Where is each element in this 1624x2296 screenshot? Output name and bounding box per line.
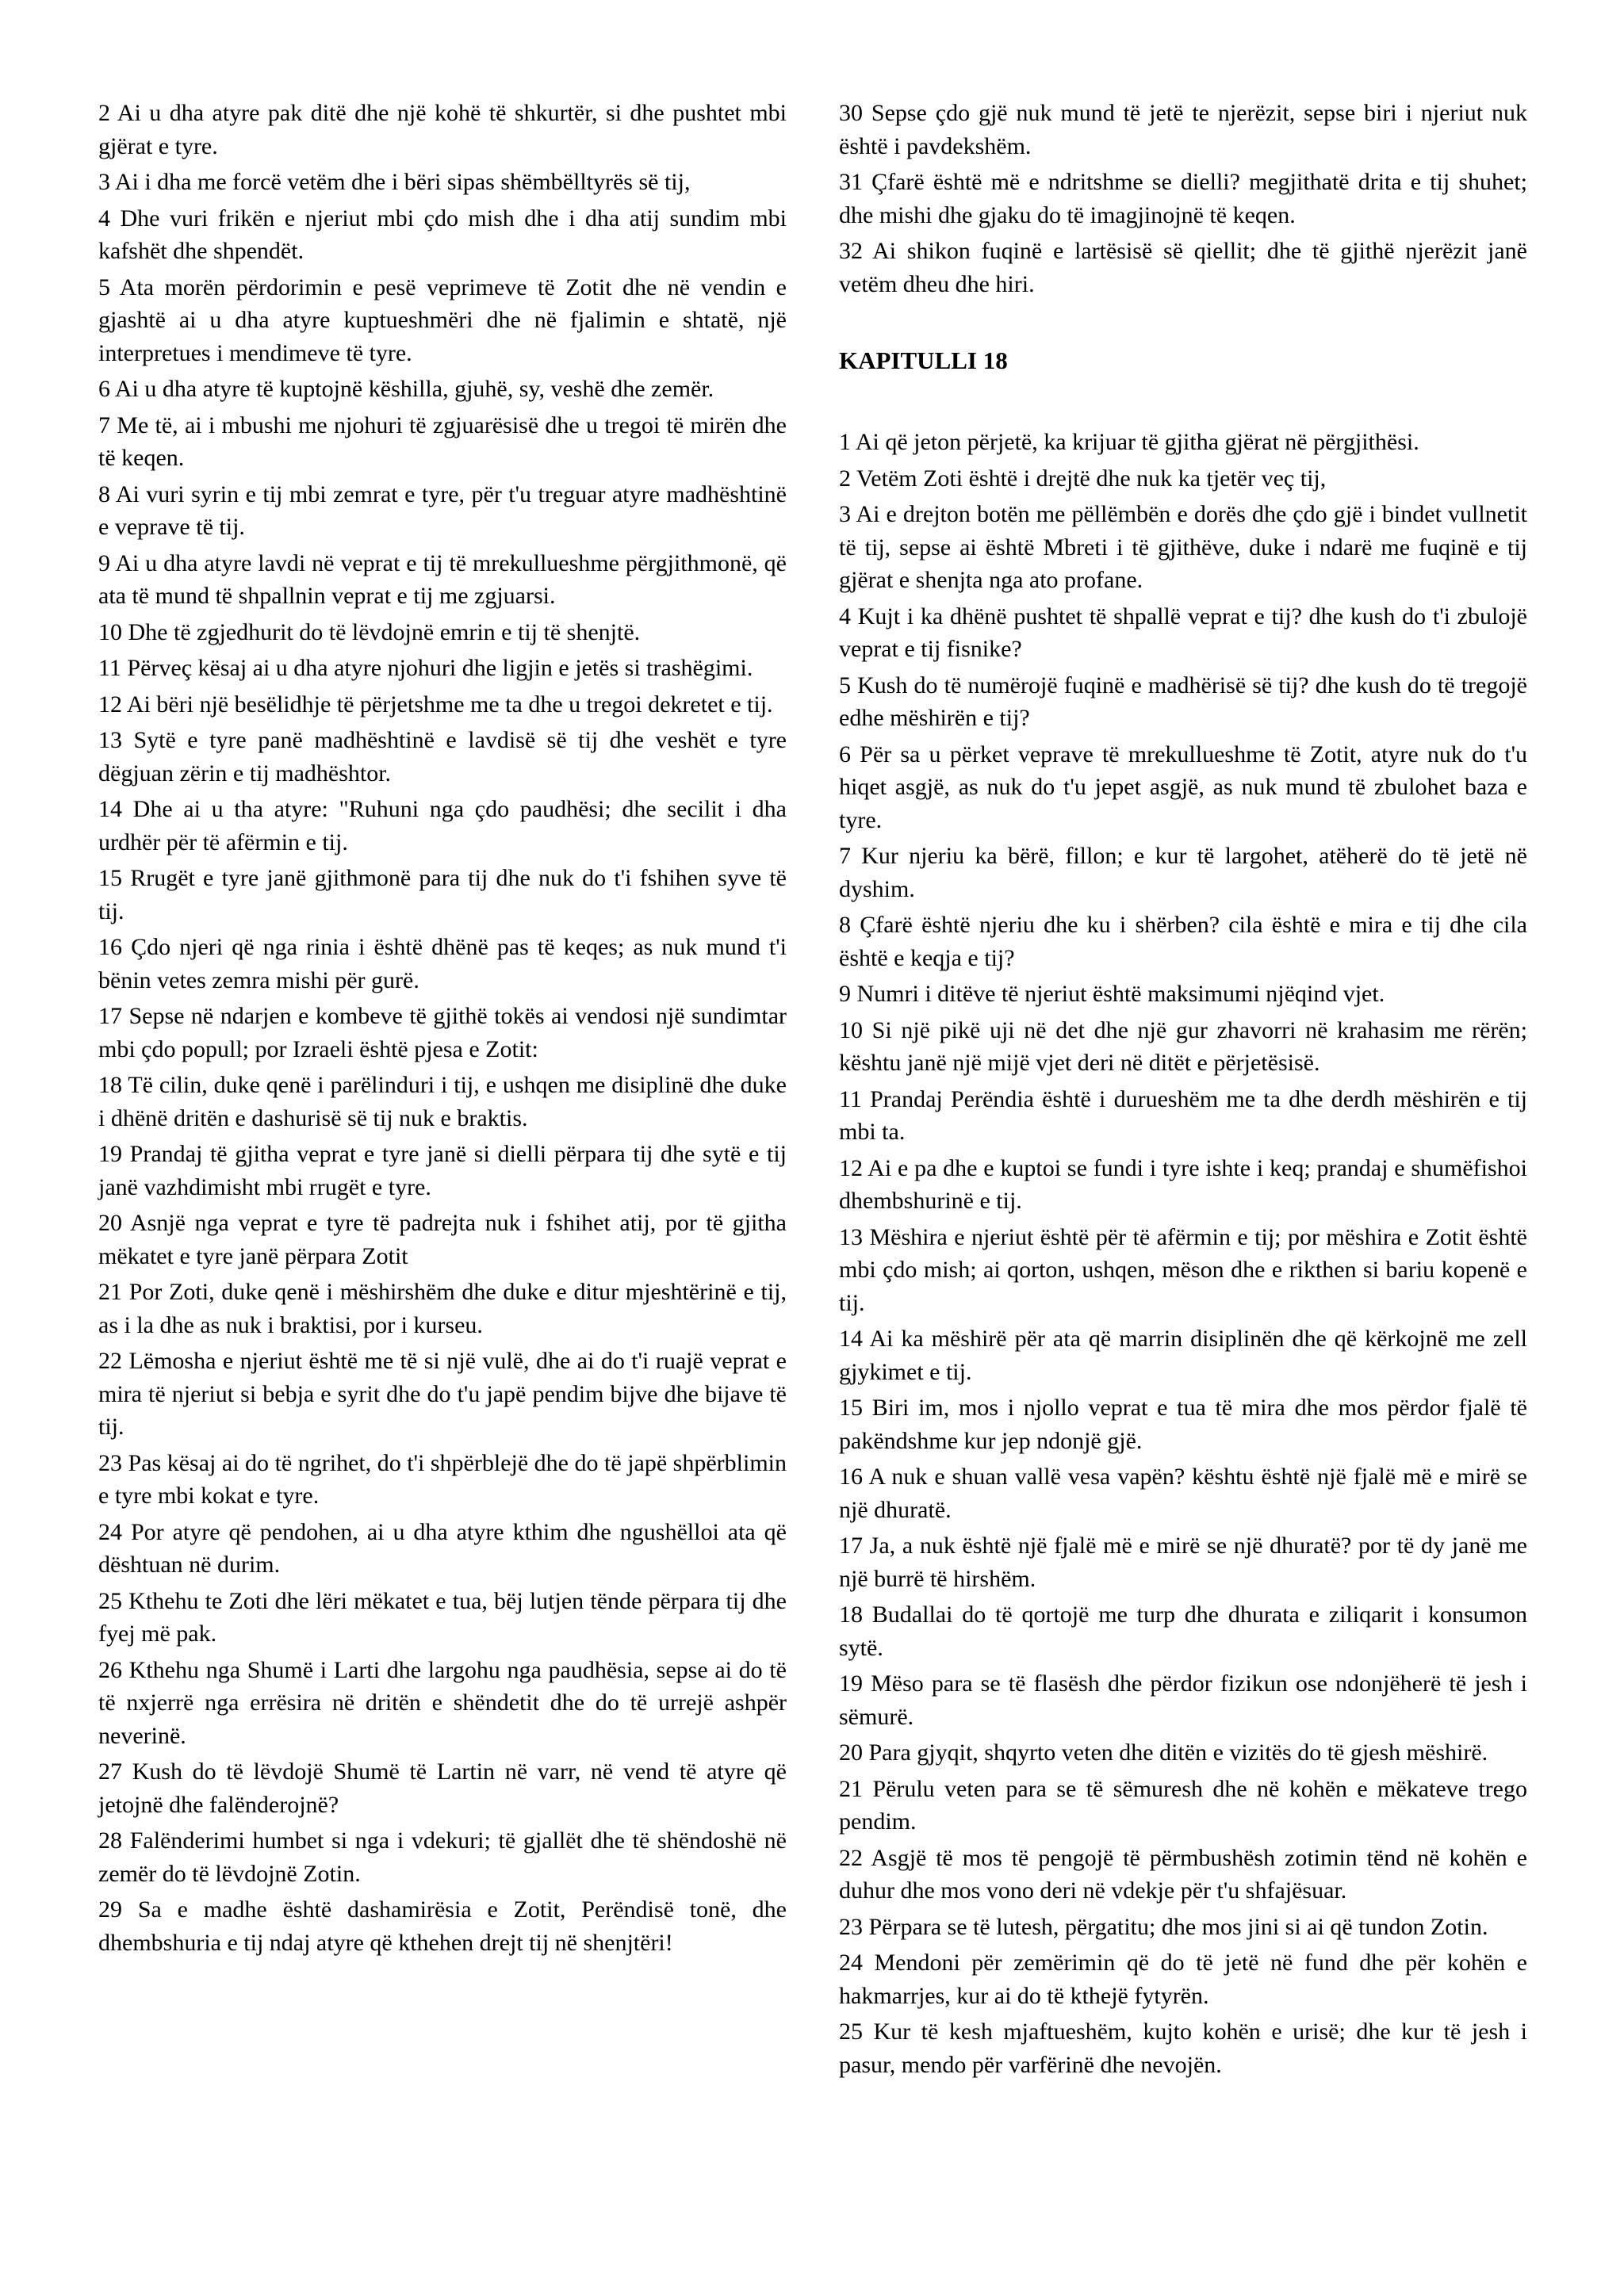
verse: 11 Përveç kësaj ai u dha atyre njohuri dhe ligjin e jetës si trashëgimi. [98,655,753,681]
verse: 3 Ai e drejton botën me pëllëmbën e dorës dhe çdo gjë i bindet vullnetit të tij, sepse ai është Mbreti i të gjithëve, duke i ndarë me fuqinë e tij gjërat e shenjta nga ato profane. [839,501,1527,593]
verse: 5 Kush do të numërojë fuqinë e madhërisë së tij? dhe kush do të tregojë edhe mëshirën e tij? [839,672,1527,731]
verse: 19 Mëso para se të flasësh dhe përdor fizikun ose ndonjëherë të jesh i sëmurë. [839,1670,1527,1730]
verse: 29 Sa e madhe është dashamirësia e Zotit, Perëndisë tonë, dhe dhembshuria e tij ndaj atyre që kthehen drejt tij në shenjtëri! [98,1896,787,1956]
verse: 2 Vetëm Zoti është i drejtë dhe nuk ka tjetër veç tij, [839,465,1327,492]
verse: 14 Ai ka mëshirë për ata që marrin disiplinën dhe që kërkojnë me zell gjykimet e tij. [839,1326,1527,1385]
verse: 6 Ai u dha atyre të kuptojnë këshilla, gjuhë, sy, veshë dhe zemër. [98,376,714,402]
verse: 6 Për sa u përket veprave të mrekullueshme të Zotit, atyre nuk do t'u hiqet asgjë, as nuk do t'u jepet asgjë, as nuk mund të zbulohet baza e tyre. [839,740,1527,833]
verse: 16 A nuk e shuan vallë vesa vapën? kështu është një fjalë më e mirë se një dhuratë. [839,1464,1527,1523]
verse: 24 Por atyre që pendohen, ai u dha atyre kthim dhe ngushëlloi ata që dështuan në durim. [98,1518,787,1578]
verse: 12 Ai e pa dhe e kuptoi se fundi i tyre ishte i keq; prandaj e shumëfishoi dhembshurinë e tij. [839,1154,1527,1214]
left-column [98,97,787,2221]
verse: 24 Mendoni për zemërimin që do të jetë në fund dhe për kohën e hakmarrjes, kur ai do të kthejë fytyrën. [839,1950,1527,2009]
verse: 7 Me të, ai i mbushi me njohuri të zgjuarësisë dhe u tregoi të mirën dhe të keqen. [98,411,787,471]
verse: 22 Lëmosha e njeriut është me të si një vulë, dhe ai do t'i ruajë veprat e mira të njeriut si bebja e syrit dhe do t'u japë pendim bijve dhe bijave të tij. [98,1348,787,1440]
chapter-17-ending [839,97,1527,300]
verse: 5 Ata morën përdorimin e pesë veprimeve të Zotit dhe në vendin e gjashtë ai u dha atyre kuptueshmëri dhe në fjalimin e shtatë, një interpretues i mendimeve të tyre. [98,274,787,366]
verse: 1 Ai që jeton përjetë, ka krijuar të gjitha gjërat në përgjithësi. [839,429,1419,455]
verse: 9 Ai u dha atyre lavdi në veprat e tij të mrekullueshme përgjithmonë, që ata të mund të shpallnin veprat e tij me zgjuarsi. [98,549,787,609]
verse: 25 Kur të kesh mjaftueshëm, kujto kohën e urisë; dhe kur të jesh i pasur, mendo për varfërinë dhe nevojën. [839,2019,1527,2078]
verse: 27 Kush do të lëvdojë Shumë të Lartin në varr, në vend të atyre që jetojnë dhe falënderojnë? [98,1758,787,1818]
verse: 7 Kur njeriu ka bërë, fillon; e kur të largohet, atëherë do të jetë në dyshim. [839,843,1527,902]
verse: 9 Numri i ditëve të njeriut është maksimumi njëqind vjet. [839,981,1385,1007]
verse: 13 Mëshira e njeriut është për të afërmin e tij; por mëshira e Zotit është mbi çdo mish; ai qorton, ushqen, mëson dhe e rikthen si bariu kopenë e tij. [839,1223,1527,1316]
verse: 14 Dhe ai u tha atyre: "Ruhuni nga çdo paudhësi; dhe secilit i dha urdhër për të afërmin e tij. [98,796,787,855]
verse: 10 Si një pikë uji në det dhe një gur zhavorri në krahasim me rërën; kështu janë një mijë vjet deri në ditët e përjetësisë. [839,1016,1527,1076]
verse: 11 Prandaj Perëndia është i durueshëm me ta dhe derdh mëshirën e tij mbi ta. [839,1085,1527,1145]
verse: 13 Sytë e tyre panë madhështinë e lavdisë së tij dhe veshët e tyre dëgjuan zërin e tij madhështor. [98,727,787,786]
verse: 15 Biri im, mos i njollo veprat e tua të mira dhe mos përdor fjalë të pakëndshme kur jep ndonjë gjë. [839,1395,1527,1454]
chapter-18-verses [839,426,1527,2081]
verse: 17 Sepse në ndarjen e kombeve të gjithë tokës ai vendosi një sundimtar mbi çdo popull; por Izraeli është pjesa e Zotit: [98,1003,787,1062]
verse: 26 Kthehu nga Shumë i Larti dhe largohu nga paudhësia, sepse ai do të të nxjerrë nga errësira në dritën e shëndetit dhe do të urrejë ashpër neverinë. [98,1656,787,1749]
verse: 4 Kujt i ka dhënë pushtet të shpallë veprat e tij? dhe kush do t'i zbulojë veprat e tij fisnike? [839,603,1527,662]
verse: 8 Ai vuri syrin e tij mbi zemrat e tyre, për t'u treguar atyre madhështinë e veprave të tij. [98,480,787,540]
verse: 31 Çfarë është më e ndritshme se dielli? megjithatë drita e tij shuhet; dhe mishi dhe gjaku do të imagjinojnë të keqen. [839,169,1527,228]
verse: 17 Ja, a nuk është një fjalë më e mirë se një dhuratë? por të dy janë me një burrë të hirshëm. [839,1533,1527,1592]
verse: 10 Dhe të zgjedhurit do të lëvdojnë emrin e tij të shenjtë. [98,618,641,645]
right-column [839,97,1527,2221]
verse: 25 Kthehu te Zoti dhe lëri mëkatet e tua, bëj lutjen tënde përpara tij dhe fyej më pak. [98,1587,787,1647]
verse: 30 Sepse çdo gjë nuk mund të jetë te njerëzit, sepse biri i njeriut nuk është i pavdekshëm. [839,100,1527,159]
chapter-heading: KAPITULLI 18 [839,346,1008,374]
verse: 12 Ai bëri një besëlidhje të përjetshme me ta dhe u tregoi dekretet e tij. [98,691,773,718]
verse: 20 Para gjyqit, shqyrto veten dhe ditën e vizitës do të gjesh mëshirë. [839,1739,1488,1766]
verse: 32 Ai shikon fuqinë e lartësisë së qiellit; dhe të gjithë njerëzit janë vetëm dheu dhe hiri. [839,238,1527,297]
verse: 18 Budallai do të qortojë me turp dhe dhurata e ziliqarit i konsumon sytë. [839,1601,1527,1661]
verse: 8 Çfarë është njeriu dhe ku i shërben? cila është e mira e tij dhe cila është e keqja e tij? [839,912,1527,971]
verse: 21 Por Zoti, duke qenë i mëshirshëm dhe duke e ditur mjeshtërinë e tij, as i la dhe as nuk i braktisi, por i kurseu. [98,1279,787,1338]
verse: 18 Të cilin, duke qenë i parëlinduri i tij, e ushqen me disiplinë dhe duke i dhënë dritën e dashurisë së tij nuk e braktis. [98,1072,787,1131]
verse: 16 Çdo njeri që nga rinia i është dhënë pas të keqes; as nuk mund t'i bënin vetes zemra mishi për gurë. [98,934,787,993]
verse: 2 Ai u dha atyre pak ditë dhe një kohë të shkurtër, si dhe pushtet mbi gjërat e tyre. [98,100,787,159]
verse: 28 Falënderimi humbet si nga i vdekuri; të gjallët dhe të shëndoshë në zemër do të lëvdojnë Zotin. [98,1827,787,1887]
verse: 21 Përulu veten para se të sëmuresh dhe në kohën e mëkateve trego pendim. [839,1775,1527,1835]
verse: 15 Rrugët e tyre janë gjithmonë para tij dhe nuk do t'i fshihen syve të tij. [98,865,787,924]
verse: 19 Prandaj të gjitha veprat e tyre janë si dielli përpara tij dhe sytë e tij janë vazhdimisht mbi rrugët e tyre. [98,1141,787,1200]
document-page [98,97,1527,2221]
verse: 23 Pas kësaj ai do të ngrihet, do t'i shpërblejë dhe do të japë shpërblimin e tyre mbi kokat e tyre. [98,1449,787,1509]
verse: 20 Asnjë nga veprat e tyre të padrejta nuk i fshihet atij, por të gjitha mëkatet e tyre janë përpara Zotit [98,1210,787,1269]
verse: 23 Përpara se të lutesh, përgatitu; dhe mos jini si ai që tundon Zotin. [839,1913,1488,1940]
verse: 4 Dhe vuri frikën e njeriut mbi çdo mish dhe i dha atij sundim mbi kafshët dhe shpendët. [98,205,787,264]
verse: 22 Asgjë të mos të pengojë të përmbushësh zotimin tënd në kohën e duhur dhe mos vono deri në vdekje për t'u shfajësuar. [839,1844,1527,1904]
verse: 3 Ai i dha me forcë vetëm dhe i bëri sipas shëmbëlltyrës së tij, [98,169,691,195]
